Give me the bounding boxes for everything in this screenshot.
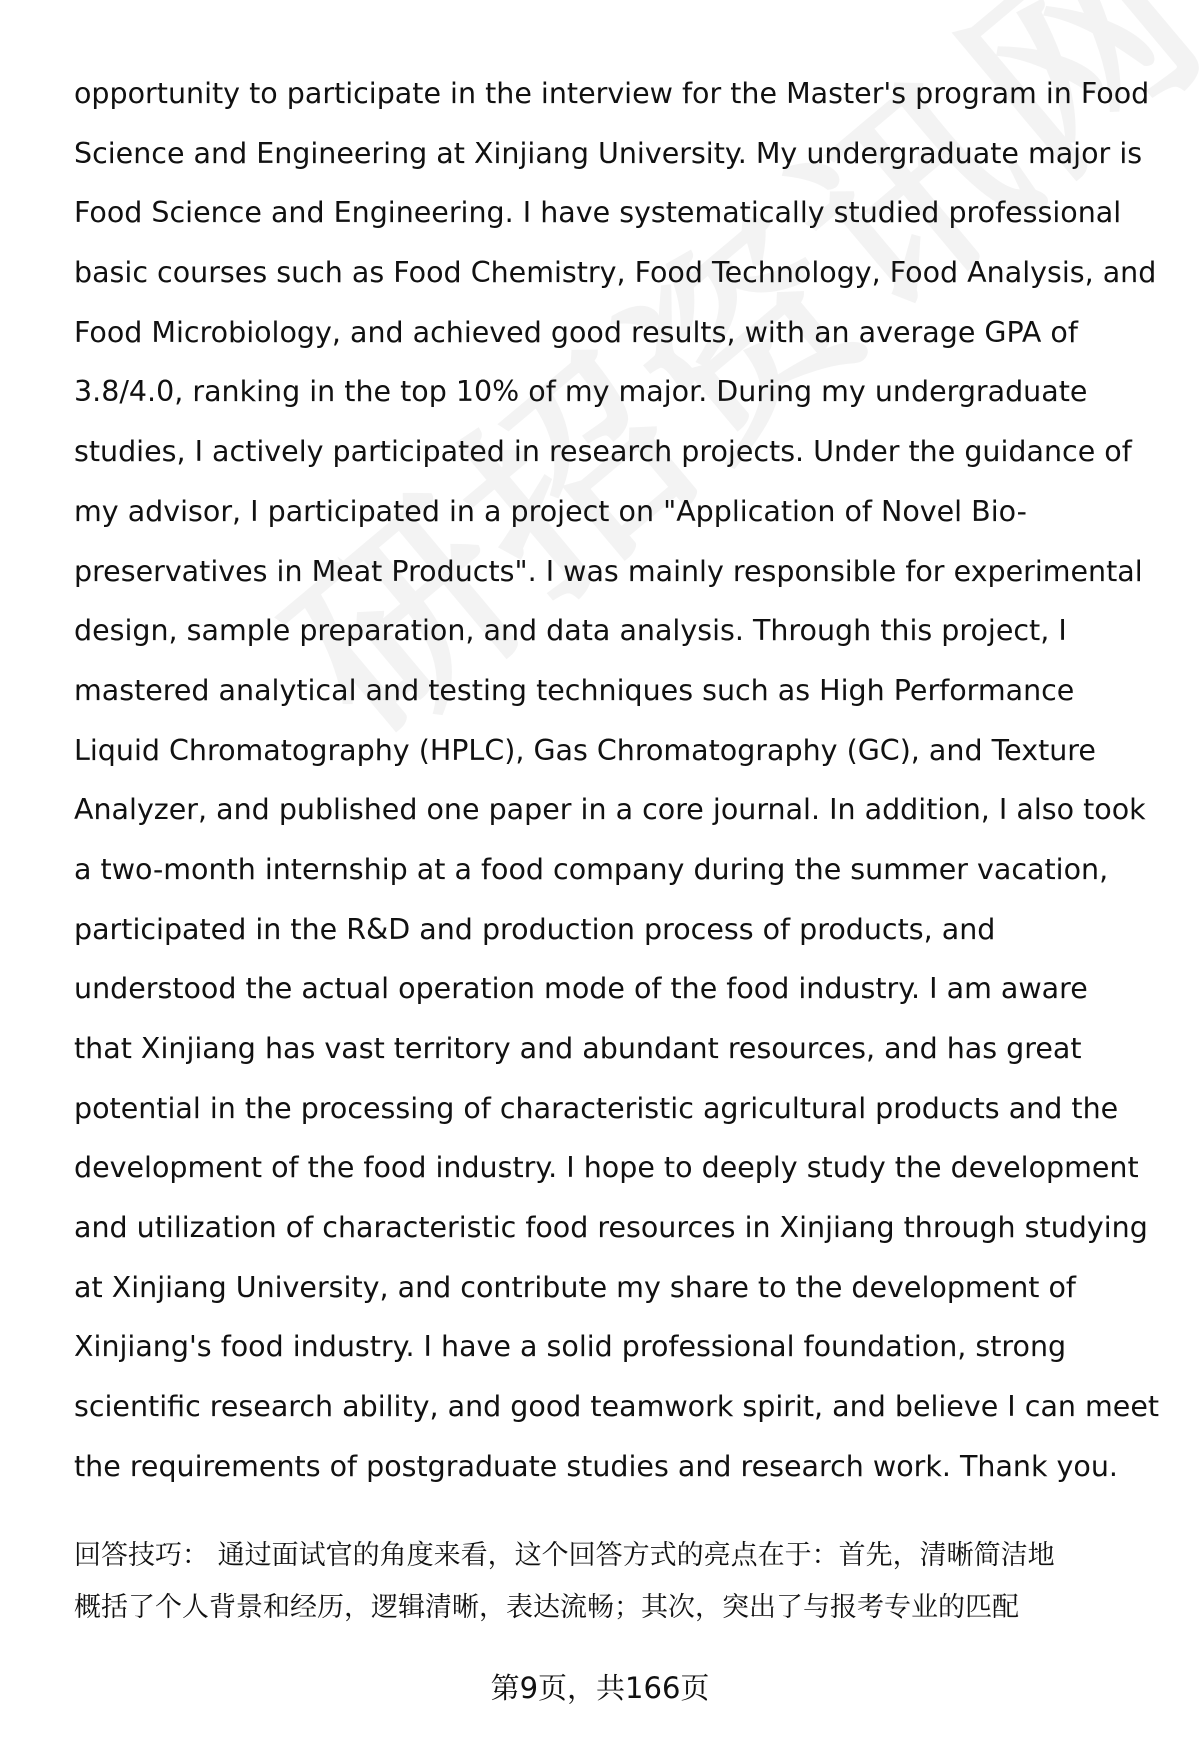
page-number-footer: 第9页，共166页 <box>490 1671 710 1705</box>
answer-text-line: potential in the processing of characteristic agricultural products and the <box>74 1091 1119 1125</box>
answer-text-line: understood the actual operation mode of the food industry. I am aware <box>74 972 1088 1006</box>
answer-tip-paragraph <box>74 1530 1164 1634</box>
answer-text-line: design, sample preparation, and data analysis. Through this project, I <box>74 614 1067 648</box>
answer-text-line: a two-month internship at a food company during the summer vacation, <box>74 852 1109 886</box>
answer-text-line: studies, I actively participated in research projects. Under the guidance of <box>74 435 1132 469</box>
answer-text-line: Liquid Chromatography (HPLC), Gas Chromatography (GC), and Texture <box>74 733 1096 767</box>
answer-text-line: at Xinjiang University, and contribute my share to the development of <box>74 1270 1076 1304</box>
tip-text-line: 回答技巧： 通过面试官的角度来看，这个回答方式的亮点在于：首先，清晰简洁地 <box>74 1540 1055 1571</box>
answer-text-line: scientific research ability, and good teamwork spirit, and believe I can meet <box>74 1390 1160 1424</box>
answer-text-line: mastered analytical and testing techniques such as High Performance <box>74 673 1075 707</box>
answer-text-line: basic courses such as Food Chemistry, Food Technology, Food Analysis, and <box>74 256 1157 290</box>
answer-text-line: the requirements of postgraduate studies and research work. Thank you. <box>74 1449 1118 1483</box>
answer-text-line: that Xinjiang has vast territory and abundant resources, and has great <box>74 1032 1082 1065</box>
answer-paragraph <box>74 64 1164 1497</box>
answer-text-line: Food Science and Engineering. I have systematically studied professional <box>74 196 1122 230</box>
answer-text-line: Xinjiang's food industry. I have a solid professional foundation, strong <box>74 1330 1067 1364</box>
answer-text-line: Analyzer, and published one paper in a core journal. In addition, I also took <box>74 793 1146 827</box>
answer-text-line: and utilization of characteristic food resources in Xinjiang through studying <box>74 1211 1148 1245</box>
answer-text-line: preservatives in Meat Products". I was mainly responsible for experimental <box>74 554 1143 588</box>
answer-text-line: my advisor, I participated in a project on "Application of Novel Bio- <box>74 494 1027 528</box>
answer-text-line: 3.8/4.0, ranking in the top 10% of my major. During my undergraduate <box>74 375 1088 409</box>
tip-text-line: 概括了个人背景和经历，逻辑清晰，表达流畅；其次，突出了与报考专业的匹配 <box>74 1592 1019 1623</box>
answer-text-line: Food Microbiology, and achieved good results, with an average GPA of <box>74 315 1078 349</box>
answer-text-line: Science and Engineering at Xinjiang University. My undergraduate major is <box>74 136 1143 170</box>
answer-text-line: participated in the R&D and production process of products, and <box>74 912 996 946</box>
answer-text-line: development of the food industry. I hope to deeply study the development <box>74 1151 1139 1185</box>
answer-text-line: opportunity to participate in the interview for the Master's program in Food <box>74 77 1150 110</box>
